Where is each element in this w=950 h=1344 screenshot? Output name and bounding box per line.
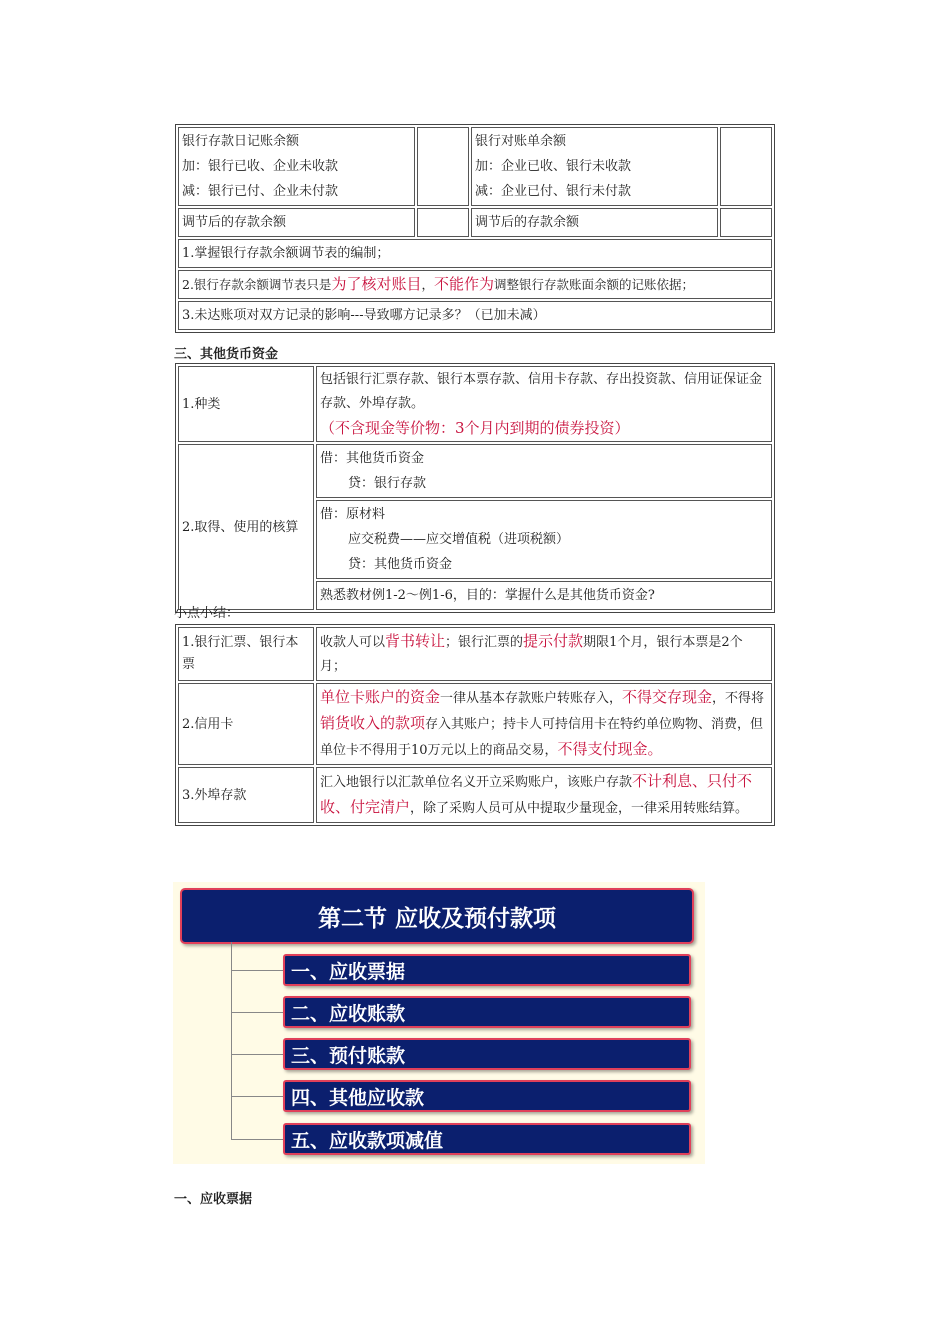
- blank-cell: [720, 208, 772, 237]
- kind-label: 1.种类: [178, 366, 314, 442]
- connector-line: [231, 1139, 283, 1140]
- summary-row-1-label: 1.银行汇票、银行本票: [178, 627, 314, 681]
- entry-1: 借：其他货币资金 贷：银行存款: [316, 444, 772, 498]
- diagram-item-notes-receivable: 一、应收票据: [283, 954, 691, 986]
- bank-journal-balance: 银行存款日记账余额: [182, 134, 300, 149]
- note-3: 3.未达账项对双方记录的影响---导致哪方记录多？（已加未减）: [178, 301, 772, 330]
- diagram-title: 第二节 应收及预付款项: [180, 888, 694, 944]
- connector-line: [231, 942, 232, 1139]
- bank-statement-cell: [471, 127, 718, 206]
- note-1: 1.掌握银行存款余额调节表的编制；: [178, 239, 772, 268]
- kind-exclusion: （不含现金等价物：3个月内到期的债券投资）: [320, 419, 630, 437]
- blank-cell: [417, 208, 469, 237]
- adjusted-balance-left: 调节后的存款余额: [178, 208, 415, 237]
- blank-cell: [720, 127, 772, 206]
- highlight-text: 不能作为: [433, 275, 494, 293]
- reconciliation-table: [175, 124, 775, 333]
- diagram-item-impairment: 五、应收款项减值: [283, 1123, 691, 1155]
- accounting-label: 2.取得、使用的核算: [178, 444, 314, 610]
- kind-cell: [316, 366, 772, 442]
- highlight-text: 为了核对账目: [331, 275, 422, 293]
- summary-label: 小点小结：: [174, 606, 240, 621]
- section-heading: 三、其他货币资金: [174, 347, 279, 362]
- bank-journal-subtract: 减：银行已付、企业未付款: [182, 184, 339, 199]
- summary-row-2-text: 单位卡账户的资金一律从基本存款账户转账存入，不得交存现金，不得将销货收入的款项存入其账户；持卡人可持信用卡在特约单位购物、消费，但单位卡不得用于10万元以上的商品交易，不得支付现金。: [316, 683, 772, 765]
- blank-cell: [417, 127, 469, 206]
- connector-line: [231, 1096, 283, 1097]
- diagram-item-other-receivables: 四、其他应收款: [283, 1080, 691, 1112]
- connector-line: [231, 1054, 283, 1055]
- summary-row-2-label: 2.信用卡: [178, 683, 314, 765]
- connector-line: [231, 1012, 283, 1013]
- entry-2: 借：原材料 应交税费——应交增值税（进项税额） 贷：其他货币资金: [316, 500, 772, 579]
- summary-row-1-text: 收款人可以背书转让；银行汇票的提示付款期限1个月，银行本票是2个月；: [316, 627, 772, 681]
- textbook-note: 熟悉教材例1-2～例1-6，目的：掌握什么是其他货币资金?: [316, 581, 772, 610]
- diagram-item-accounts-receivable: 二、应收账款: [283, 996, 691, 1028]
- bank-journal-cell: [178, 127, 415, 206]
- summary-row-3-text: 汇入地银行以汇款单位名义开立采购账户，该账户存款不计利息、只付不收、付完清户，除了采购人员可从中提取少量现金，一律采用转账结算。: [316, 767, 772, 823]
- section-heading: 一、应收票据: [174, 1192, 253, 1207]
- section-outline-diagram: [173, 882, 705, 1164]
- diagram-item-prepayments: 三、预付账款: [283, 1038, 691, 1070]
- summary-table: [175, 624, 775, 826]
- adjusted-balance-right: 调节后的存款余额: [471, 208, 718, 237]
- bank-journal-add: 加：银行已收、企业未收款: [182, 159, 339, 174]
- bank-statement-balance: 银行对账单余额: [475, 134, 567, 149]
- summary-row-3-label: 3.外埠存款: [178, 767, 314, 823]
- bank-statement-add: 加：企业已收、银行未收款: [475, 159, 632, 174]
- connector-line: [231, 970, 283, 971]
- note-2: 2.银行存款余额调节表只是为了核对账目，不能作为调整银行存款账面余额的记账依据；: [178, 270, 772, 299]
- other-money-table: [175, 363, 775, 613]
- kind-text: 包括银行汇票存款、银行本票存款、信用卡存款、存出投资款、信用证保证金存款、外埠存款。: [320, 372, 763, 411]
- bank-statement-subtract: 减：企业已付、银行未付款: [475, 184, 632, 199]
